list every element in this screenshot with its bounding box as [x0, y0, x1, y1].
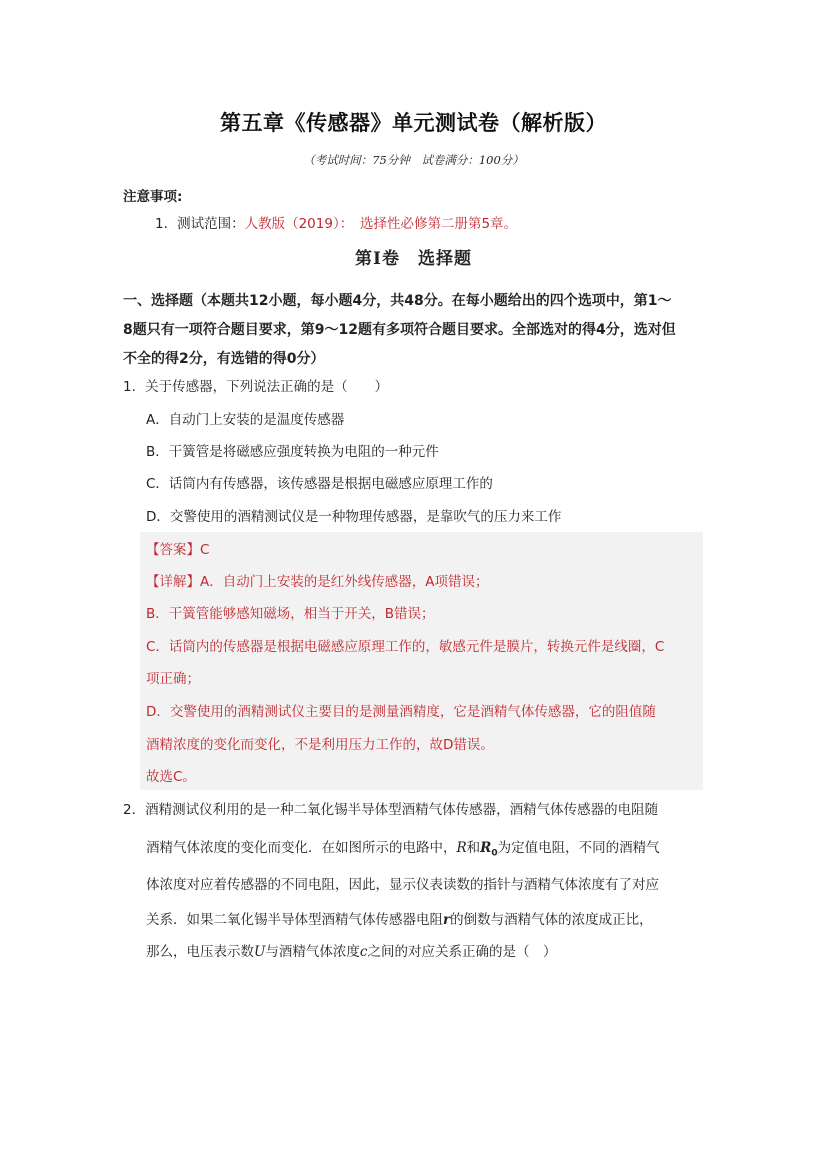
variable-small-r: r	[443, 912, 451, 928]
question-2-stem-line	[146, 836, 660, 859]
variable-u: U	[254, 944, 266, 960]
q2-text: 关系．如果二氧化锡半导体型酒精气体传感器电阻	[146, 912, 443, 928]
q2-text: 和	[466, 840, 481, 856]
question-1-option-b: B．干簧管是将磁感应强度转换为电阻的一种元件	[146, 444, 439, 460]
q2-text: 之间的对应关系正确的是（ ）	[367, 944, 557, 960]
question-1-explanation-line: B．干簧管能够感知磁场，相当于开关，B错误；	[146, 606, 435, 622]
instructions-line-3: 不全的得2分，有选错的得0分）	[123, 351, 325, 367]
variable-c: c	[359, 944, 368, 960]
q2-text: 为定值电阻，不同的酒精气	[497, 840, 660, 856]
notes-item-prefix: 1．测试范围：	[155, 216, 245, 232]
exam-info: （考试时间：75分钟 试卷满分：100分）	[303, 153, 524, 167]
question-1-option-c: C．话筒内有传感器，该传感器是根据电磁感应原理工作的	[146, 476, 493, 492]
page-title: 第五章《传感器》单元测试卷（解析版）	[220, 110, 607, 135]
question-1-explanation-line: 【详解】A．自动门上安装的是红外线传感器，A项错误；	[146, 574, 489, 590]
variable-r0-subscript: 0	[491, 848, 498, 859]
question-1-explanation-line: C．话筒内的传感器是根据电磁感应原理工作的，敏感元件是膜片，转换元件是线圈，C	[146, 639, 665, 655]
variable-r0: R	[480, 840, 492, 856]
q2-text: 与酒精气体浓度	[265, 944, 360, 960]
instructions-line-2: 8题只有一项符合题目要求，第9～12题有多项符合题目要求。全部选对的得4分，选对但	[123, 322, 676, 338]
question-1-explanation-line: D．交警使用的酒精测试仪主要目的是测量酒精度，它是酒精气体传感器，它的阻值随	[146, 704, 656, 720]
variable-r: R	[456, 840, 467, 856]
question-2-stem-line	[146, 908, 653, 928]
notes-label: 注意事项:	[123, 189, 183, 205]
instructions-line-1: 一、选择题（本题共12小题，每小题4分，共48分。在每小题给出的四个选项中，第1～	[123, 293, 672, 309]
question-1-explanation-line: 酒精浓度的变化而变化，不是利用压力工作的，故D错误。	[146, 737, 494, 753]
question-2-stem-line: 体浓度对应着传感器的不同电阻，因此，显示仪表读数的指针与酒精气体浓度有了对应	[146, 877, 659, 893]
question-1-option-d: D．交警使用的酒精测试仪是一种物理传感器，是靠吹气的压力来工作	[146, 509, 562, 525]
q2-text: 酒精气体浓度的变化而变化．在如图所示的电路中，	[146, 840, 457, 856]
question-1-conclusion: 故选C。	[146, 769, 196, 785]
q2-text: 那么，电压表示数	[146, 944, 254, 960]
question-1-stem: 1．关于传感器，下列说法正确的是（ ）	[123, 379, 389, 395]
question-1-option-a: A．自动门上安装的是温度传感器	[146, 412, 345, 428]
q2-text: 的倒数与酒精气体的浓度成正比，	[450, 912, 653, 928]
notes-item-scope: 人教版（2019）： 选择性必修第二册第5章。	[244, 216, 518, 232]
section-title: 第Ⅰ卷 选择题	[355, 249, 472, 269]
question-1-answer: 【答案】C	[146, 542, 210, 558]
question-2-stem-line: 2．酒精测试仪利用的是一种二氧化锡半导体型酒精气体传感器，酒精气体传感器的电阻随	[123, 802, 659, 818]
question-2-stem-line	[146, 940, 556, 960]
question-1-explanation-line: 项正确；	[146, 671, 200, 687]
notes-item	[155, 212, 517, 232]
